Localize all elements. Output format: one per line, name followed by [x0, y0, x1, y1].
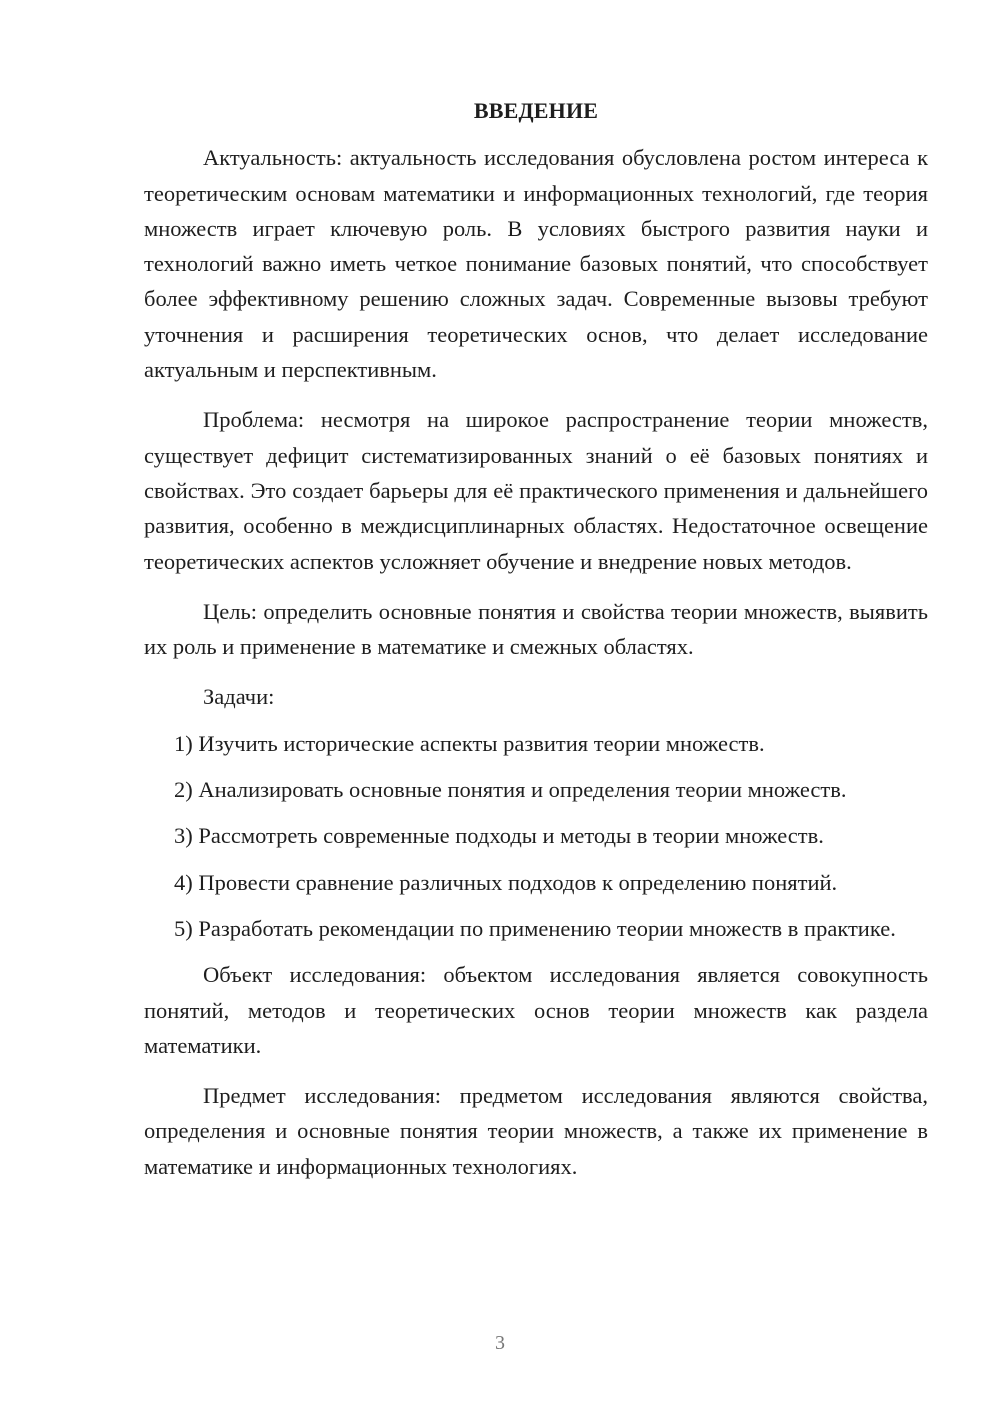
- subject-paragraph: Предмет исследования: предметом исследования являются свойства, определения и основные понятия теории множеств, а также их применение в математике и информационных технологиях.: [144, 1083, 928, 1179]
- problem-paragraph: Проблема: несмотря на широкое распространение теории множеств, существует дефицит систематизированных знаний о её базовых понятиях и свойствах. Это создает барьеры для её практического применения и дальнейшего развития, особенно в междисциплинарных областях. Недостаточное освещение теоретических аспектов усложняет обучение и внедрение новых методов.: [144, 407, 928, 574]
- task-item: 3) Рассмотреть современные подходы и методы в теории множеств.: [174, 823, 824, 849]
- task-item: 1) Изучить исторические аспекты развития теории множеств.: [174, 730, 765, 756]
- goal-paragraph: Цель: определить основные понятия и свойства теории множеств, выявить их роль и применение в математике и смежных областях.: [144, 598, 928, 660]
- task-item: 2) Анализировать основные понятия и определения теории множеств.: [174, 777, 847, 803]
- section-title: ВВЕДЕНИЕ: [473, 98, 599, 123]
- tasks-label: Задачи:: [203, 684, 275, 710]
- task-item: 5) Разработать рекомендации по применению теории множеств в практике.: [174, 915, 896, 941]
- task-item: 4) Провести сравнение различных подходов к определению понятий.: [174, 869, 838, 895]
- object-paragraph: Объект исследования: объектом исследования является совокупность понятий, методов и теоретических основ теории множеств как раздела математики.: [144, 962, 928, 1058]
- page-content: [144, 93, 928, 1199]
- relevance-paragraph: Актуальность: актуальность исследования обусловлена ростом интереса к теоретическим основам математики и информационных технологий, где теория множеств играет ключевую роль. В условиях быстрого развития науки и технологий важно иметь четкое понимание базовых понятий, что способствует более эффективному решению сложных задач. Современные вызовы требуют уточнения и расширения теоретических основ, что делает исследование актуальным и перспективным.: [144, 145, 928, 383]
- page-number: 3: [495, 1332, 505, 1354]
